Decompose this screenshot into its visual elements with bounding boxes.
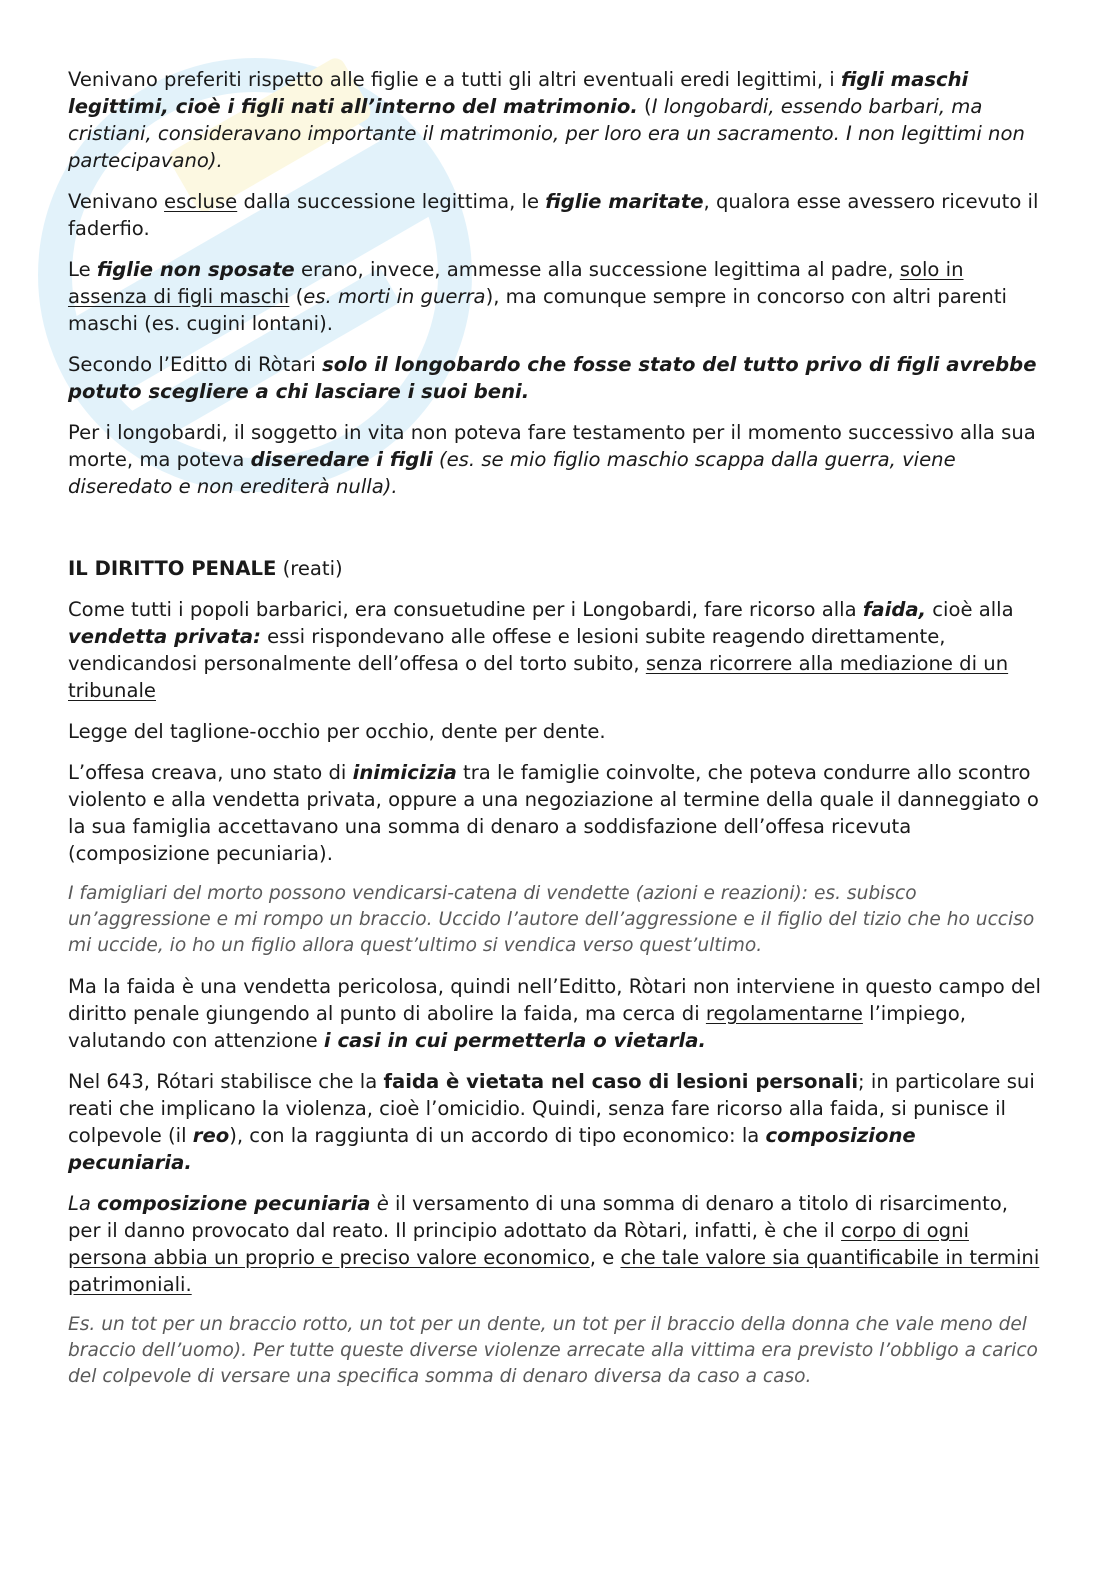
paragraph-taglione: Legge del taglione-occhio per occhio, dente per dente.	[68, 720, 606, 743]
section-heading: IL DIRITTO PENALE (reati)	[68, 557, 343, 580]
paragraph-643: Nel 643, Rótari stabilisce che la faida è vietata nel caso di lesioni personali; in particolare sui reati che implicano la violenza, cioè l’omicidio. Quindi, senza fare ricorso alla faida, si punisce il colpevole (il reo), con la raggiunta di un accordo di tipo economico: la composizione pecuniaria.	[68, 1070, 1035, 1174]
note-vendetta-chain: I famigliari del morto possono vendicarsi-catena di vendette (azioni e reazioni): es. subisco un’aggressione e mi rompo un braccio. Uccido l’autore dell’aggressione e il figlio del tizio che ho ucciso mi uccide, io ho un figlio allora quest’ultimo si vendica verso quest’ultimo.	[68, 883, 1035, 956]
paragraph-disinherit: Per i longobardi, il soggetto in vita non poteva fare testamento per il momento successivo alla sua morte, ma poteva diseredare i figli (es. se mio figlio maschio scappa dalla guerra, viene diseredato e non erediterà nulla).	[68, 421, 1036, 498]
paragraph-unmarried-daughters: Le figlie non sposate erano, invece, ammesse alla successione legittima al padre, solo in assenza di figli maschi (es. morti in guerra), ma comunque sempre in concorso con altri parenti maschi (es. cugini lontani).	[68, 258, 1007, 335]
paragraph-editto-rotari: Secondo l’Editto di Ròtari solo il longobardo che fosse stato del tutto privo di figli avrebbe potuto scegliere a chi lasciare i suoi beni.	[68, 353, 1037, 403]
paragraph-sons-preferred: Venivano preferiti rispetto alle figlie e a tutti gli altri eventuali eredi legittimi, i figli maschi legittimi, cioè i figli nati all’interno del matrimonio. (I longobardi, essendo barbari, ma cristiani, consideravano importante il matrimonio, per loro era un sacramento. I non legittimi non partecipavano).	[68, 68, 1025, 172]
paragraph-inimicizia: L’offesa creava, uno stato di inimicizia tra le famiglie coinvolte, che poteva condurre allo scontro violento e alla vendetta privata, oppure a una negoziazione al termine della quale il danneggiato o la sua famiglia accettavano una somma di denaro a soddisfazione dell’offesa ricevuta (composizione pecuniaria).	[68, 761, 1039, 865]
paragraph-faida: Come tutti i popoli barbarici, era consuetudine per i Longobardi, fare ricorso alla faida, cioè alla vendetta privata: essi rispondevano alle offese e lesioni subite reagendo direttamente, vendicandosi personalmente dell’offesa o del torto subito, senza ricorrere alla mediazione di un tribunale	[68, 598, 1014, 702]
note-examples: Es. un tot per un braccio rotto, un tot per un dente, un tot per il braccio della donna che vale meno del braccio dell’uomo). Per tutte queste diverse violenze arrecate alla vittima era previsto l’obbligo a carico del colpevole di versare una specifica somma di denaro diversa da caso a caso.	[68, 1314, 1038, 1387]
paragraph-regulation: Ma la faida è una vendetta pericolosa, quindi nell’Editto, Ròtari non interviene in questo campo del diritto penale giungendo al punto di abolire la faida, ma cerca di regolamentarne l’impiego, valutando con attenzione i casi in cui permetterla o vietarla.	[68, 975, 1041, 1052]
paragraph-married-daughters: Venivano escluse dalla successione legittima, le figlie maritate, qualora esse avessero ricevuto il faderfio.	[68, 190, 1039, 240]
paragraph-composizione: La composizione pecuniaria è il versamento di una somma di denaro a titolo di risarcimento, per il danno provocato dal reato. Il principio adottato da Ròtari, infatti, è che il corpo di ogni persona abbia un proprio e preciso valore economico, e che tale valore sia quantificabile in termini patrimoniali.	[68, 1192, 1040, 1296]
